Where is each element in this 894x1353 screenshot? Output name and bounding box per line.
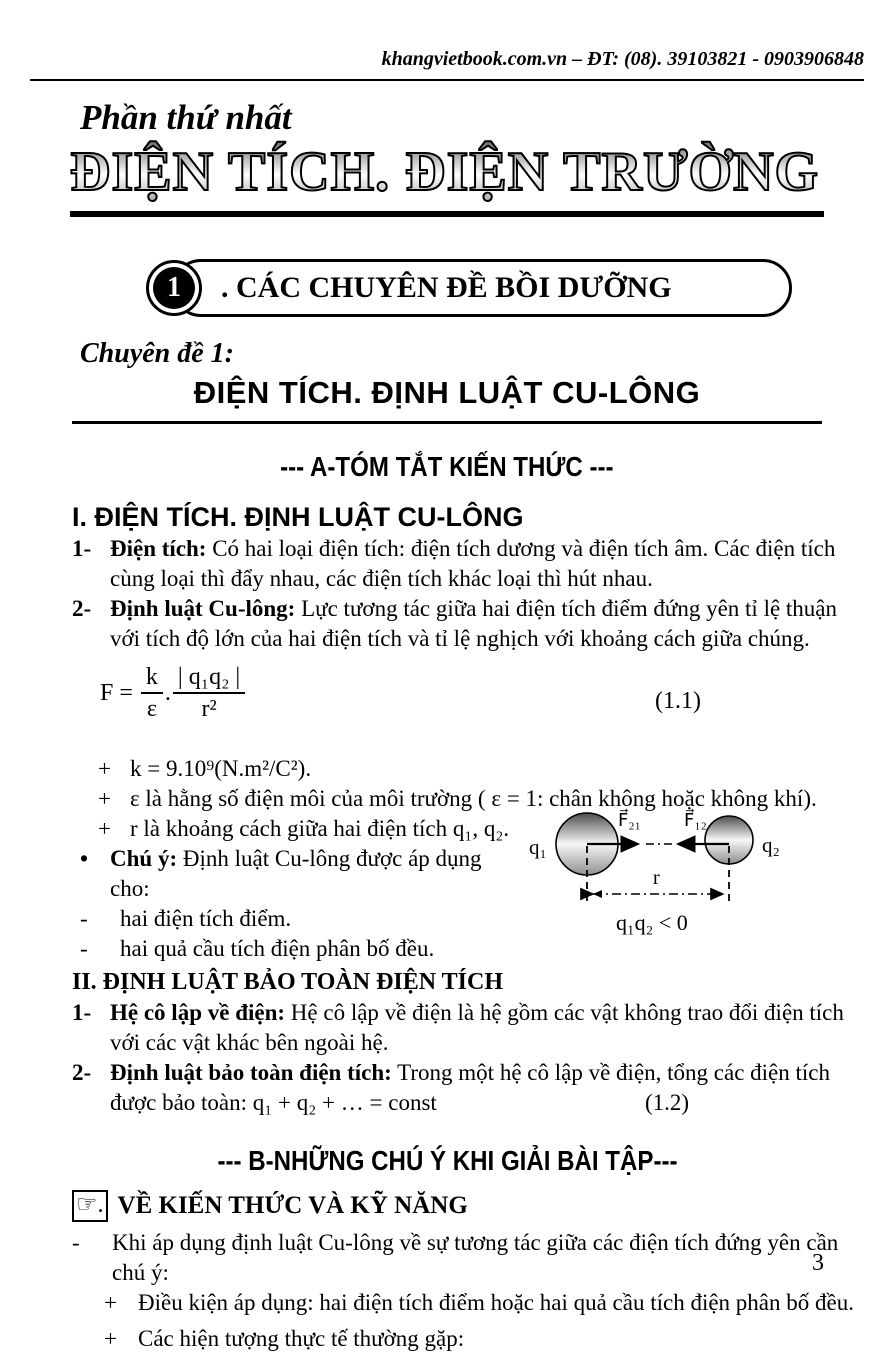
part-title: ĐIỆN TÍCH. ĐIỆN TRƯỜNG xyxy=(70,141,824,217)
fraction-q1q2-r2: $\frac{\text{| q₁q₂ |}}{\text{r²}}$ xyxy=(173,664,245,722)
chapter-pill xyxy=(172,259,792,317)
item-marker: 1- xyxy=(72,1000,92,1025)
note-r: + r là khoảng cách giữa hai điện tích q₁, q₂. xyxy=(98,816,510,841)
pointing-hand-icon: ☞. xyxy=(72,1190,108,1222)
list-item xyxy=(72,594,858,654)
note-chu-y: • Chú ý: Định luật Cu-lông được áp dụng cho: xyxy=(80,846,482,901)
knowledge-skills-title: VỀ KIẾN THỨC VÀ KỸ NĂNG xyxy=(117,1192,468,1219)
note-k: + k = 9.10⁹(N.m²/C²). xyxy=(98,756,312,781)
note-lead: Chú ý: xyxy=(110,846,178,871)
coulomb-formula-row xyxy=(100,664,858,748)
topic-title-block xyxy=(72,375,822,424)
conservation-equation-line: được bảo toàn: q₁ + q₂ + … = const (1.2) xyxy=(110,1088,858,1118)
distance-arrowhead-left xyxy=(593,890,602,898)
formula-dot: . xyxy=(164,680,171,706)
plus-item-1: + Điều kiện áp dụng: hai điện tích điểm hoặc hai quả cầu tích điện phân bố đều. xyxy=(104,1290,854,1315)
item-text: Điện tích: Có hai loại điện tích: điện tích dương và điện tích âm. Các điện tích cùng loại thì đẩy nhau, các điện tích khác loại thì hút nhau. xyxy=(110,536,836,591)
section-a-heading: --- A-TÓM TẮT KIẾN THỨC --- xyxy=(280,451,614,482)
heading-section-1: I. ĐIỆN TÍCH. ĐỊNH LUẬT CU-LÔNG xyxy=(72,502,524,532)
item-marker: 2- xyxy=(72,596,92,621)
list-item xyxy=(72,534,858,594)
force-f12-label: F⃗₁₂ xyxy=(684,810,707,830)
item-lead: Điện tích: xyxy=(110,536,207,561)
list-item: 2- Định luật bảo toàn điện tích: Trong một hệ cô lập về điện, tổng các điện tích được bảo toàn: q₁ + q₂ + … = const (1.2) xyxy=(72,1058,858,1118)
topic-label: Chuyên đề 1: xyxy=(80,338,234,369)
charge-q2-label: q₂ xyxy=(762,833,780,857)
dash-item: - Khi áp dụng định luật Cu-lông về sự tương tác giữa các điện tích đứng yên cần chú ý: xyxy=(72,1230,839,1285)
charge-q1-label: q₁ xyxy=(529,835,547,859)
formula-lhs: F = xyxy=(100,680,133,706)
part-label: Phần thứ nhất xyxy=(80,98,292,137)
item-marker: 2- xyxy=(72,1060,92,1085)
item-text: Định luật Cu-lông: Lực tương tác giữa hai điện tích điểm đứng yên tỉ lệ thuận với tích độ lớn của hai điện tích và tỉ lệ nghịch với khoảng cách giữa chúng. xyxy=(110,596,838,651)
chapter-number-badge xyxy=(146,260,202,316)
note-epsilon: + ε là hằng số điện môi của môi trường ( ε = 1: chân không hoặc không khí). xyxy=(98,786,817,811)
diagram-caption: q₁q₂ < 0 xyxy=(616,910,688,935)
dash-item-2: - hai quả cầu tích điện phân bố đều. xyxy=(80,936,435,961)
publisher-contact: khangvietbook.com.vn – ĐT: (08). 39103821 - 0903906848 xyxy=(381,48,864,70)
section-b-heading: --- B-NHỮNG CHÚ Ý KHI GIẢI BÀI TẬP--- xyxy=(216,1145,678,1176)
charges-diagram xyxy=(526,802,858,938)
charges-diagram-svg xyxy=(526,802,858,938)
distance-label: r xyxy=(653,867,660,889)
page-number: 3 xyxy=(812,1250,824,1276)
force-f21-label: F⃗₂₁ xyxy=(618,810,641,830)
list-item: 1- Hệ cô lập về điện: Hệ cô lập về điện là hệ gồm các vật không trao đổi điện tích với các vật khác bên ngoài hệ. xyxy=(72,998,858,1058)
equation-number: (1.1) xyxy=(655,688,701,714)
dash-item-1: - hai điện tích điểm. xyxy=(80,906,292,931)
page-header xyxy=(30,44,864,81)
topic-title: ĐIỆN TÍCH. ĐỊNH LUẬT CU-LÔNG xyxy=(193,375,701,410)
chapter-banner xyxy=(167,259,792,317)
equation-number: (1.2) xyxy=(645,1090,690,1115)
heading-section-2: II. ĐỊNH LUẬT BẢO TOÀN ĐIỆN TÍCH xyxy=(72,969,504,995)
section-b-content xyxy=(72,1190,858,1353)
fraction-k-epsilon: $\frac{k}{\varepsilon}$ xyxy=(141,664,163,722)
knowledge-skills-heading xyxy=(72,1190,858,1222)
item-marker: 1- xyxy=(72,536,92,561)
plus-item-2: + Các hiện tượng thực tế thường gặp: xyxy=(104,1326,465,1351)
content-area xyxy=(72,500,858,1118)
chapter-number: 1 xyxy=(153,267,195,309)
item-lead: Định luật bảo toàn điện tích: xyxy=(110,1060,392,1085)
coulomb-formula xyxy=(100,664,858,722)
item-lead: Định luật Cu-lông: xyxy=(110,596,296,621)
item-lead: Hệ cô lập về điện: xyxy=(110,1000,286,1025)
charge-q2-sphere xyxy=(705,816,753,864)
chapter-pill-title: . CÁC CHUYÊN ĐỀ BỒI DƯỠNG xyxy=(221,271,672,304)
